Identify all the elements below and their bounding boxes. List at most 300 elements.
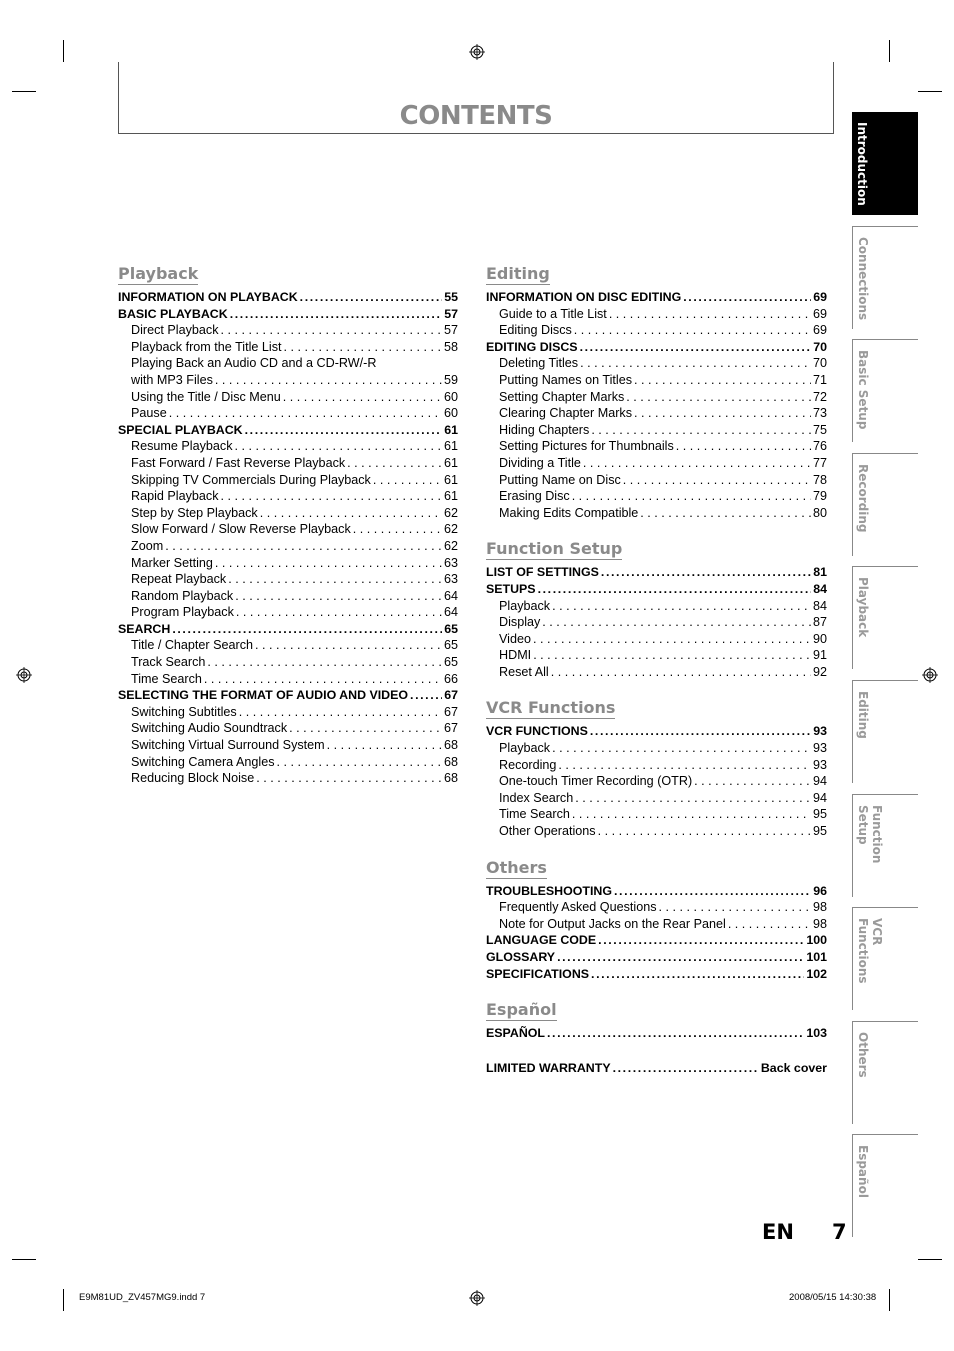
toc-entry-page: 58	[443, 339, 458, 354]
dot-leader	[410, 687, 442, 704]
toc-left-column	[118, 264, 458, 805]
dot-leader	[614, 883, 811, 900]
toc-section	[486, 698, 827, 839]
toc-entry	[118, 505, 458, 522]
dot-leader	[640, 505, 811, 522]
toc-entry-page: 65	[443, 655, 458, 670]
toc-right-column	[486, 264, 827, 1076]
dot-leader	[353, 521, 442, 538]
dot-leader	[591, 966, 804, 983]
toc-entry-label: Rapid Playback	[131, 489, 219, 504]
toc-entry	[486, 932, 827, 949]
dot-leader	[634, 405, 811, 422]
warranty-entry	[486, 1060, 827, 1077]
toc-entry	[118, 621, 458, 638]
toc-entry	[486, 472, 827, 489]
dot-leader	[557, 949, 804, 966]
toc-entry-label: LIMITED WARRANTY	[486, 1060, 611, 1075]
toc-entry-page: 67	[443, 704, 458, 719]
toc-entry-label: Switching Subtitles	[131, 704, 237, 719]
toc-entry-label: Hiding Chapters	[499, 422, 590, 437]
toc-entry-label: LANGUAGE CODE	[486, 933, 597, 948]
section-heading: Playback	[118, 264, 199, 283]
toc-entry-page: 69	[812, 306, 827, 321]
toc-entry-label: SPECIAL PLAYBACK	[118, 422, 243, 437]
section-tab-label: Español	[856, 1145, 870, 1199]
page-title: CONTENTS	[399, 101, 553, 131]
toc-entry-label: Deleting Titles	[499, 356, 579, 371]
dot-leader	[327, 737, 442, 754]
toc-entry-page: 68	[443, 771, 458, 786]
toc-entry-label: SELECTING THE FORMAT OF AUDIO AND VIDEO	[118, 688, 409, 703]
toc-entry-label: Zoom	[131, 538, 164, 553]
section-tab-label: Others	[856, 1031, 870, 1078]
toc-entry-page: 55	[444, 290, 458, 304]
dot-leader	[260, 505, 442, 522]
toc-entry-label: SEARCH	[118, 621, 171, 636]
toc-entry-page: 92	[812, 664, 827, 679]
dot-leader	[683, 289, 811, 306]
toc-entry	[486, 664, 827, 681]
dot-leader	[551, 664, 811, 681]
toc-section	[118, 264, 458, 787]
toc-entry-label: Track Search	[131, 655, 206, 670]
section-tab-label: Editing	[856, 691, 870, 739]
toc-entry-page: 61	[443, 439, 458, 454]
dot-leader	[533, 647, 811, 664]
registration-mark-icon	[16, 667, 32, 683]
toc-entry	[118, 422, 458, 439]
dot-leader	[533, 631, 811, 648]
crop-mark	[889, 1289, 890, 1311]
toc-entry-page: 60	[443, 389, 458, 404]
toc-entry-label: Making Edits Compatible	[499, 505, 639, 520]
toc-entry-page: 93	[813, 724, 827, 739]
toc-entry-page: 60	[443, 406, 458, 421]
toc-entry	[486, 355, 827, 372]
toc-entry-label: SETUPS	[486, 581, 536, 596]
toc-entry-page: 62	[443, 522, 458, 537]
crop-mark	[63, 40, 64, 62]
toc-entry-label: Index Search	[499, 790, 574, 805]
toc-entry	[486, 289, 827, 306]
toc-entry-page: 70	[812, 356, 827, 371]
dot-leader	[239, 704, 442, 721]
toc-entry-page: 94	[812, 774, 827, 789]
toc-entry-page: 93	[812, 741, 827, 756]
toc-entry	[486, 806, 827, 823]
toc-entry-label: One-touch Timer Recording (OTR)	[499, 774, 693, 789]
toc-entry-label: Display	[499, 615, 541, 630]
toc-entry-page: 69	[812, 323, 827, 338]
dot-leader	[235, 588, 442, 605]
dot-leader	[613, 1060, 759, 1077]
section-tab	[852, 907, 918, 1010]
dot-leader	[558, 757, 811, 774]
toc-entry-page: 67	[444, 688, 458, 703]
dot-leader	[659, 899, 811, 916]
toc-entry-page: 81	[813, 565, 827, 580]
registration-mark-icon	[469, 44, 485, 60]
title-box	[118, 62, 834, 134]
toc-entry-page: 61	[443, 472, 458, 487]
toc-entry-label: Recording	[499, 757, 557, 772]
toc-entry-page: 101	[806, 950, 827, 964]
section-tab	[852, 1021, 918, 1124]
toc-entry-page: 98	[812, 900, 827, 915]
dot-leader	[634, 372, 811, 389]
crop-mark	[63, 1289, 64, 1311]
dot-leader	[574, 322, 811, 339]
dot-leader	[236, 604, 442, 621]
toc-entry	[118, 306, 458, 323]
dot-leader	[277, 754, 442, 771]
dot-leader	[572, 488, 811, 505]
toc-entry-page: 68	[443, 738, 458, 753]
toc-entry	[118, 770, 458, 787]
dot-leader	[538, 581, 812, 598]
toc-entry	[118, 754, 458, 771]
dot-leader	[165, 538, 442, 555]
toc-entry-label: Skipping TV Commercials During Playback	[131, 472, 371, 487]
toc-entry-label: Setting Pictures for Thumbnails	[499, 439, 674, 454]
toc-entry	[486, 306, 827, 323]
toc-entry	[486, 723, 827, 740]
dot-leader	[572, 806, 811, 823]
toc-entry	[118, 322, 458, 339]
toc-section	[486, 539, 827, 680]
toc-entry	[486, 564, 827, 581]
toc-entry-label: LIST OF SETTINGS	[486, 565, 599, 580]
section-tab	[852, 226, 918, 329]
toc-entry	[486, 614, 827, 631]
toc-entry-page: 102	[806, 966, 827, 981]
dot-leader	[215, 555, 442, 572]
toc-entry	[486, 339, 827, 356]
dot-leader	[283, 389, 442, 406]
toc-entry-label: Playback from the Title List	[131, 339, 282, 354]
section-tab-label: Playback	[856, 577, 870, 638]
dot-leader	[694, 773, 811, 790]
toc-entry	[486, 740, 827, 757]
toc-entry-page: 93	[812, 757, 827, 772]
toc-entry	[118, 405, 458, 422]
dot-leader	[598, 823, 811, 840]
toc-entry-label: INFORMATION ON PLAYBACK	[118, 290, 298, 304]
toc-entry	[486, 647, 827, 664]
toc-entry-label: Playback	[499, 741, 551, 756]
toc-entry-label: Putting Name on Disc	[499, 472, 621, 487]
toc-entry	[118, 604, 458, 621]
toc-entry	[486, 773, 827, 790]
toc-entry-label: Switching Audio Soundtrack	[131, 721, 288, 736]
dot-leader	[204, 671, 442, 688]
toc-entry-page: 68	[443, 754, 458, 769]
toc-entry-page: 61	[443, 489, 458, 504]
toc-entry-page: 90	[812, 631, 827, 646]
dot-leader	[221, 322, 442, 339]
toc-entry-label: HDMI	[499, 648, 532, 663]
toc-entry	[486, 322, 827, 339]
toc-entry-label: Playback	[499, 598, 551, 613]
section-heading: Function Setup	[486, 539, 623, 559]
toc-entry-label: Frequently Asked Questions	[499, 900, 657, 915]
toc-entry-page: 96	[813, 883, 827, 898]
section-tab	[852, 566, 918, 669]
dot-leader	[300, 289, 443, 306]
toc-entry	[118, 488, 458, 505]
toc-entry	[118, 571, 458, 588]
toc-entry-label: Editing Discs	[499, 323, 572, 338]
toc-entry	[118, 389, 458, 406]
section-heading: Editing	[486, 264, 550, 283]
toc-entry-label: Erasing Disc	[499, 489, 570, 504]
toc-entry	[118, 687, 458, 704]
toc-entry-label: Putting Names on Titles	[499, 372, 632, 387]
toc-entry-page: 72	[812, 389, 827, 404]
toc-entry-page: 61	[444, 422, 458, 437]
section-tab-label: VCR Functions	[856, 918, 884, 984]
dot-leader	[583, 455, 811, 472]
toc-entry	[486, 883, 827, 900]
toc-entry-label: Reducing Block Noise	[131, 771, 255, 786]
toc-entry-page: 80	[812, 505, 827, 520]
toc-entry	[486, 405, 827, 422]
toc-entry	[118, 704, 458, 721]
toc-entry-label: Random Playback	[131, 588, 234, 603]
section-heading: Others	[486, 857, 547, 877]
toc-entry-label: with MP3 Files	[131, 372, 213, 387]
toc-entry-page: 95	[812, 824, 827, 839]
crop-mark	[12, 91, 36, 92]
crop-mark	[889, 40, 890, 62]
language-code: EN	[762, 1220, 794, 1244]
toc-entry-page: 87	[812, 615, 827, 630]
section-tab-label: Function Setup	[856, 804, 884, 864]
toc-entry-page: 57	[444, 306, 458, 321]
registration-mark-icon	[922, 667, 938, 683]
dot-leader	[245, 422, 443, 439]
dot-leader	[347, 455, 442, 472]
section-heading: Español	[486, 1000, 557, 1020]
section-tab-label: Recording	[856, 463, 870, 533]
toc-entry-page: 66	[443, 671, 458, 686]
toc-entry	[486, 422, 827, 439]
crop-mark	[918, 1259, 942, 1260]
dot-leader	[552, 740, 811, 757]
toc-entry-page: 67	[443, 721, 458, 736]
toc-entry	[486, 505, 827, 522]
toc-entry-label: ESPAÑOL	[486, 1026, 545, 1041]
toc-entry	[486, 790, 827, 807]
toc-entry	[486, 438, 827, 455]
toc-entry-label: BASIC PLAYBACK	[118, 306, 228, 321]
dot-leader	[601, 564, 811, 581]
toc-entry-page: 91	[812, 648, 827, 663]
toc-entry-page: 69	[813, 290, 827, 304]
dot-leader	[728, 916, 811, 933]
section-tab-label: Basic Setup	[856, 350, 870, 430]
crop-mark	[918, 91, 942, 92]
dot-leader	[172, 621, 442, 638]
dot-leader	[228, 571, 442, 588]
toc-entry-page: 84	[813, 581, 827, 596]
toc-entry-label: Switching Virtual Surround System	[131, 738, 325, 753]
toc-entry	[486, 949, 827, 966]
toc-entry	[118, 355, 458, 372]
footer-file: E9M81UD_ZV457MG9.indd 7	[79, 1292, 206, 1303]
toc-entry	[118, 538, 458, 555]
registration-mark-icon	[469, 1290, 485, 1306]
toc-entry-page: 62	[443, 505, 458, 520]
toc-entry-label: Program Playback	[131, 605, 234, 620]
footer-timestamp: 2008/05/15 14:30:38	[789, 1292, 877, 1303]
toc-entry-page: 57	[443, 323, 458, 338]
dot-leader	[230, 306, 443, 323]
toc-entry	[118, 372, 458, 389]
toc-entry-page: 63	[443, 555, 458, 570]
toc-entry-label: VCR FUNCTIONS	[486, 724, 588, 739]
dot-leader	[255, 637, 442, 654]
toc-entry-label: Using the Title / Disc Menu	[131, 389, 281, 404]
toc-entry-label: Reset All	[499, 664, 549, 679]
toc-entry-label: Playing Back an Audio CD and a CD-RW/-R	[131, 356, 377, 371]
toc-entry	[118, 289, 458, 306]
toc-entry	[118, 555, 458, 572]
toc-entry	[486, 1025, 827, 1042]
dot-leader	[221, 488, 442, 505]
dot-leader	[542, 614, 811, 631]
toc-entry-label: Slow Forward / Slow Reverse Playback	[131, 522, 351, 537]
toc-entry-page: Back cover	[760, 1060, 827, 1075]
section-tab	[852, 794, 918, 897]
dot-leader	[289, 720, 442, 737]
toc-entry	[486, 631, 827, 648]
toc-entry-label: Clearing Chapter Marks	[499, 406, 632, 421]
toc-entry-label: GLOSSARY	[486, 950, 556, 964]
toc-entry-label: Marker Setting	[131, 555, 213, 570]
page-number: 7	[832, 1220, 847, 1244]
toc-entry	[486, 372, 827, 389]
dot-leader	[590, 723, 811, 740]
toc-entry-label: Dividing a Title	[499, 455, 581, 470]
toc-entry	[118, 654, 458, 671]
toc-entry	[118, 637, 458, 654]
toc-entry-label: Title / Chapter Search	[131, 638, 254, 653]
toc-entry	[486, 916, 827, 933]
toc-entry	[486, 966, 827, 983]
toc-entry-label: Resume Playback	[131, 439, 233, 454]
toc-entry-page: 103	[806, 1026, 827, 1041]
dot-leader	[373, 472, 442, 489]
section-tab	[852, 1134, 918, 1237]
toc-entry-label: EDITING DISCS	[486, 339, 578, 354]
toc-entry	[118, 521, 458, 538]
toc-entry-label: Direct Playback	[131, 323, 219, 338]
toc-entry-label: Repeat Playback	[131, 572, 227, 587]
toc-section	[486, 264, 827, 521]
toc-entry-page: 100	[806, 933, 827, 948]
section-heading: VCR Functions	[486, 698, 616, 718]
dot-leader	[609, 306, 811, 323]
section-tab	[852, 339, 918, 442]
toc-entry-page: 95	[812, 807, 827, 822]
toc-entry-label: SPECIFICATIONS	[486, 966, 590, 981]
toc-entry-page: 76	[812, 439, 827, 454]
toc-entry-page: 78	[812, 472, 827, 487]
dot-leader	[169, 405, 442, 422]
dot-leader	[552, 598, 811, 615]
toc-entry	[118, 671, 458, 688]
toc-entry-page: 61	[443, 455, 458, 470]
toc-entry-page: 59	[443, 372, 458, 387]
dot-leader	[256, 770, 442, 787]
toc-entry	[486, 899, 827, 916]
toc-entry	[486, 488, 827, 505]
toc-entry-page: 63	[443, 572, 458, 587]
toc-entry-label: Setting Chapter Marks	[499, 389, 625, 404]
toc-entry	[118, 737, 458, 754]
toc-entry-page: 70	[813, 339, 827, 354]
toc-entry-label: Other Operations	[499, 824, 596, 839]
section-tab	[852, 680, 918, 783]
crop-mark	[12, 1259, 36, 1260]
toc-entry	[118, 588, 458, 605]
toc-entry	[118, 339, 458, 356]
toc-entry	[486, 757, 827, 774]
toc-entry	[118, 438, 458, 455]
dot-leader	[575, 790, 811, 807]
section-tab-label: Introduction	[855, 122, 869, 206]
toc-entry-page: 84	[812, 598, 827, 613]
toc-entry	[118, 720, 458, 737]
toc-entry-label: Pause	[131, 406, 167, 421]
toc-section	[486, 1000, 827, 1042]
toc-entry	[486, 581, 827, 598]
toc-entry-page: 64	[443, 605, 458, 620]
toc-entry-page: 65	[443, 638, 458, 653]
toc-entry-label: Guide to a Title List	[499, 306, 607, 321]
dot-leader	[591, 422, 811, 439]
toc-entry-label: Fast Forward / Fast Reverse Playback	[131, 455, 346, 470]
toc-entry	[118, 472, 458, 489]
toc-entry	[118, 455, 458, 472]
toc-entry-page: 71	[812, 372, 827, 387]
toc-entry	[486, 389, 827, 406]
dot-leader	[626, 389, 811, 406]
section-tab	[852, 112, 918, 215]
toc-entry-label: Note for Output Jacks on the Rear Panel	[499, 916, 726, 931]
dot-leader	[580, 339, 812, 356]
toc-entry-page: 62	[443, 538, 458, 553]
dot-leader	[623, 472, 811, 489]
toc-entry-label: INFORMATION ON DISC EDITING	[486, 290, 682, 304]
section-tab-label: Connections	[856, 236, 870, 320]
dot-leader	[580, 355, 811, 372]
dot-leader	[207, 654, 442, 671]
toc-section	[486, 858, 827, 983]
toc-entry-page: 77	[812, 455, 827, 470]
toc-entry-page: 64	[443, 588, 458, 603]
dot-leader	[598, 932, 804, 949]
dot-leader	[235, 438, 442, 455]
toc-entry-label: Video	[499, 631, 531, 646]
dot-leader	[547, 1025, 804, 1042]
dot-leader	[215, 372, 442, 389]
toc-entry-page: 98	[812, 916, 827, 931]
toc-entry-label: Time Search	[499, 807, 570, 822]
toc-entry-page: 75	[812, 422, 827, 437]
